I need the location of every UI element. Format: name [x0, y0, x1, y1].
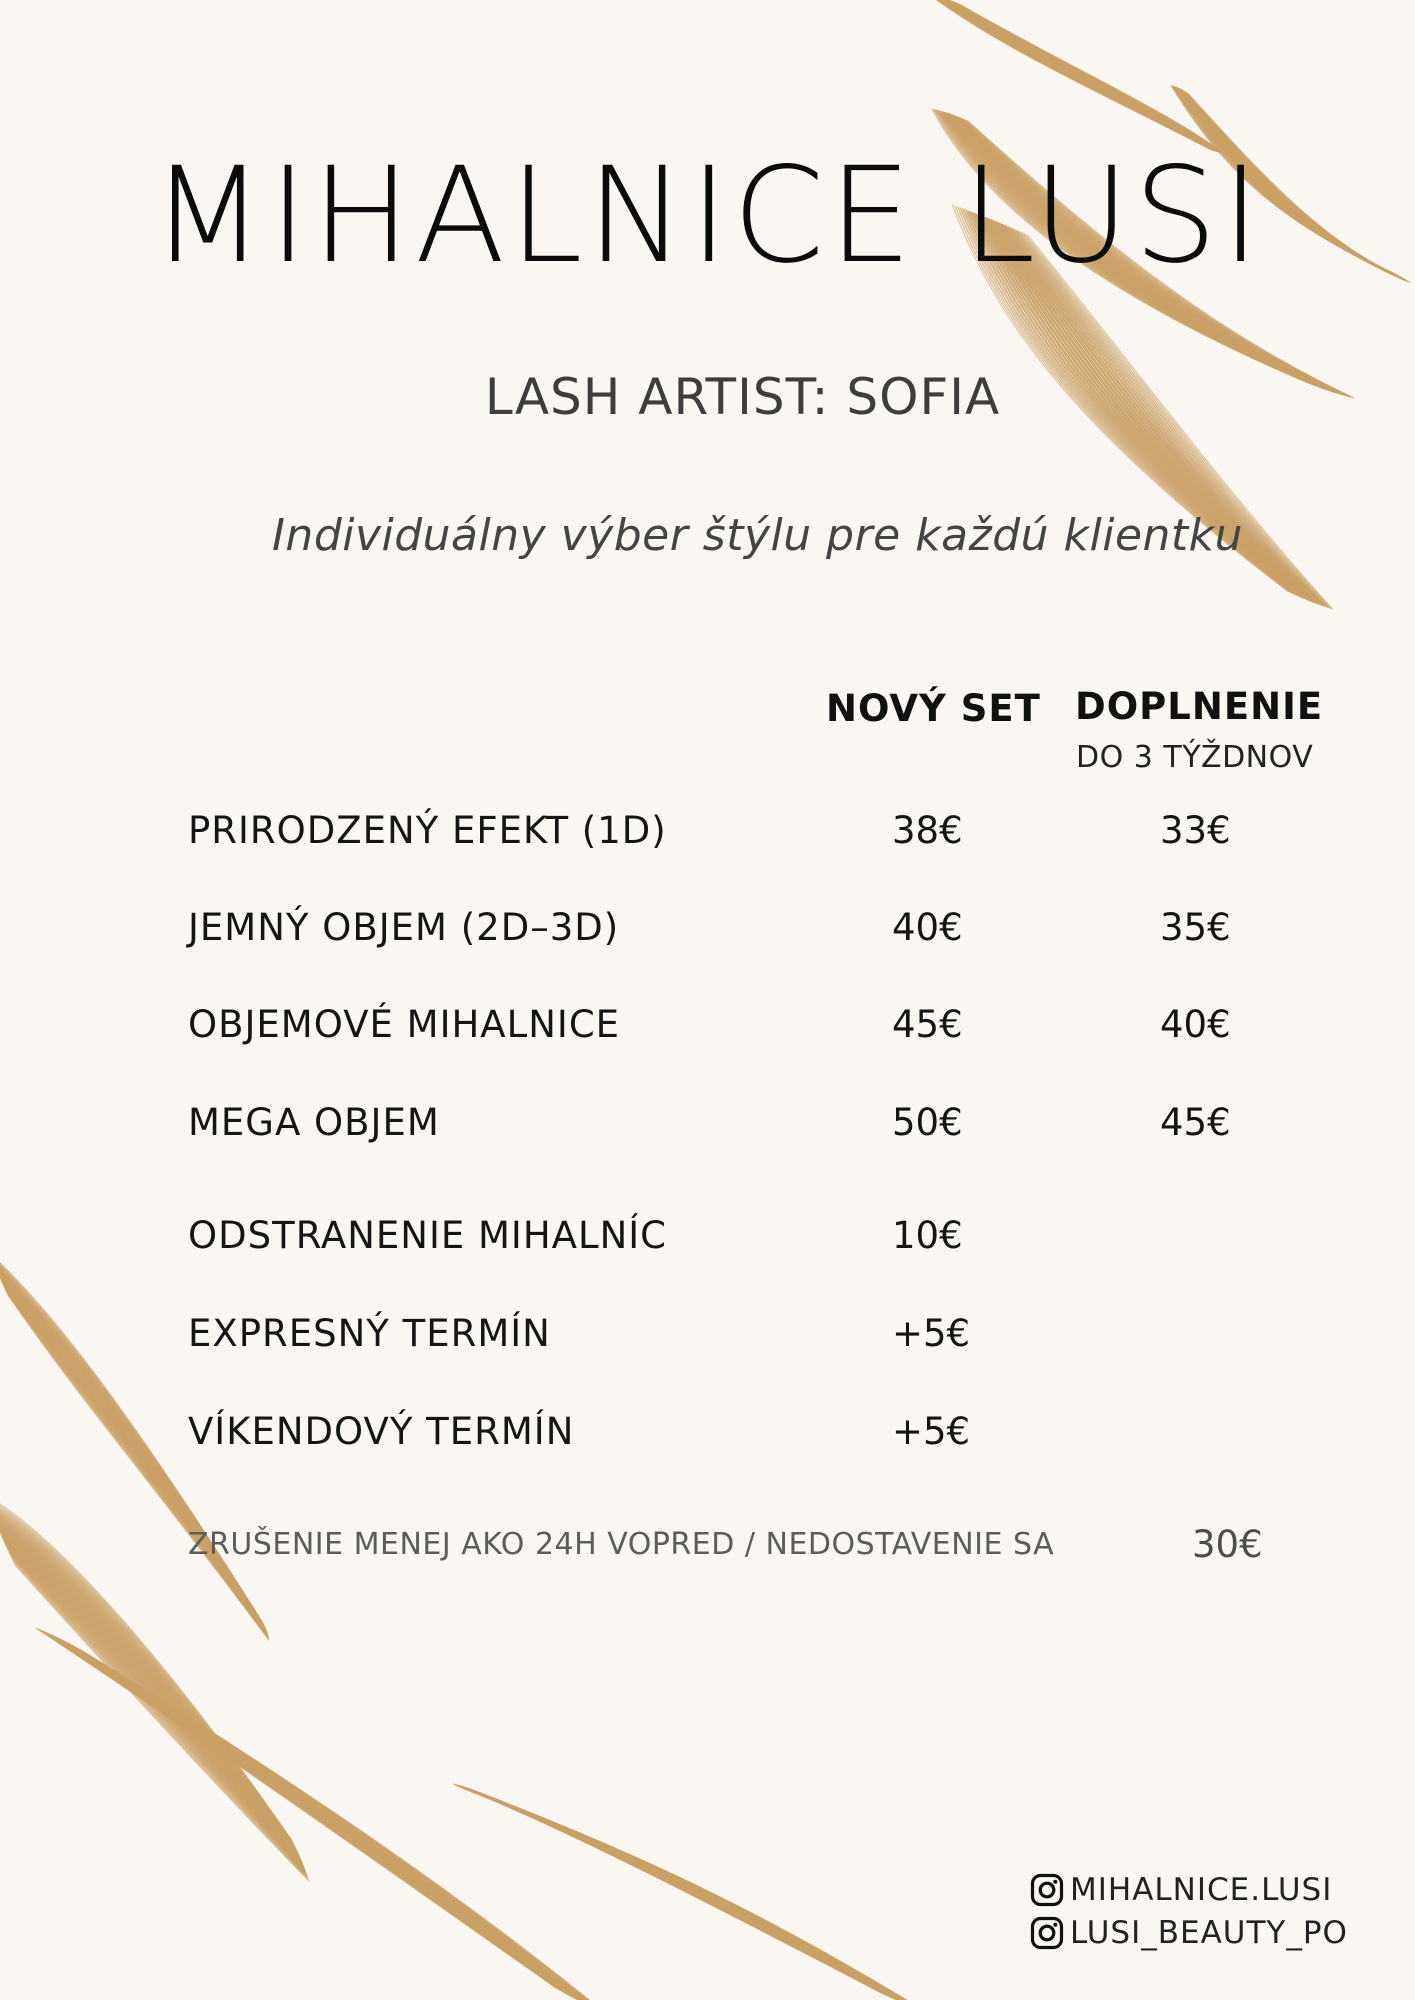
social-handle-row[interactable]: [1030, 1912, 1348, 1954]
service-name: MEGA OBJEM: [188, 1101, 440, 1144]
instagram-handle: MIHALNICE.LUSI: [1070, 1872, 1333, 1908]
price-refill: 35€: [1160, 906, 1231, 949]
column-header-refill: DOPLNENIE: [1075, 685, 1324, 728]
service-row: [0, 1098, 1415, 1148]
price-new-set: +5€: [892, 1410, 971, 1453]
instagram-handle: LUSI_BEAUTY_PO: [1070, 1915, 1348, 1951]
price-new-set: 38€: [892, 809, 963, 852]
social-handle-row[interactable]: [1030, 1869, 1332, 1911]
service-name: PRIRODZENÝ EFEKT (1D): [188, 809, 667, 852]
service-row: [0, 903, 1415, 953]
price-refill: 40€: [1160, 1003, 1231, 1046]
price-new-set: +5€: [892, 1312, 971, 1355]
tagline: Individuálny výber štýlu pre každú klientku: [271, 510, 1244, 561]
price-new-set: 40€: [892, 906, 963, 949]
price-new-set: 10€: [892, 1214, 963, 1257]
cancellation-fee-label: ZRUŠENIE MENEJ AKO 24H VOPRED / NEDOSTAVENIE SA: [188, 1527, 1055, 1562]
service-name: VÍKENDOVÝ TERMÍN: [188, 1410, 575, 1453]
cancellation-fee-price: 30€: [1192, 1523, 1263, 1566]
service-row: [0, 1000, 1415, 1050]
service-row: [0, 1407, 1415, 1457]
column-header-new-set: NOVÝ SET: [826, 687, 1041, 730]
service-row: [0, 1309, 1415, 1359]
service-row: [0, 1211, 1415, 1261]
column-subheader-refill-note: DO 3 TÝŽDNOV: [1076, 740, 1314, 775]
price-new-set: 50€: [892, 1101, 963, 1144]
service-name: ODSTRANENIE MIHALNÍC: [188, 1214, 668, 1257]
price-new-set: 45€: [892, 1003, 963, 1046]
price-refill: 45€: [1160, 1101, 1231, 1144]
instagram-icon: [1030, 1873, 1064, 1907]
service-name: JEMNÝ OBJEM (2D–3D): [188, 906, 620, 949]
service-name: EXPRESNÝ TERMÍN: [188, 1312, 551, 1355]
gold-stroke-bottom-left: [0, 1255, 917, 2000]
instagram-icon: [1030, 1916, 1064, 1950]
page-title: MIHALNICE LUSI: [150, 139, 1265, 293]
price-refill: 33€: [1160, 809, 1231, 852]
service-name: OBJEMOVÉ MIHALNICE: [188, 1003, 621, 1046]
service-row: [0, 806, 1415, 856]
artist-subtitle: LASH ARTIST: SOFIA: [484, 368, 1001, 426]
